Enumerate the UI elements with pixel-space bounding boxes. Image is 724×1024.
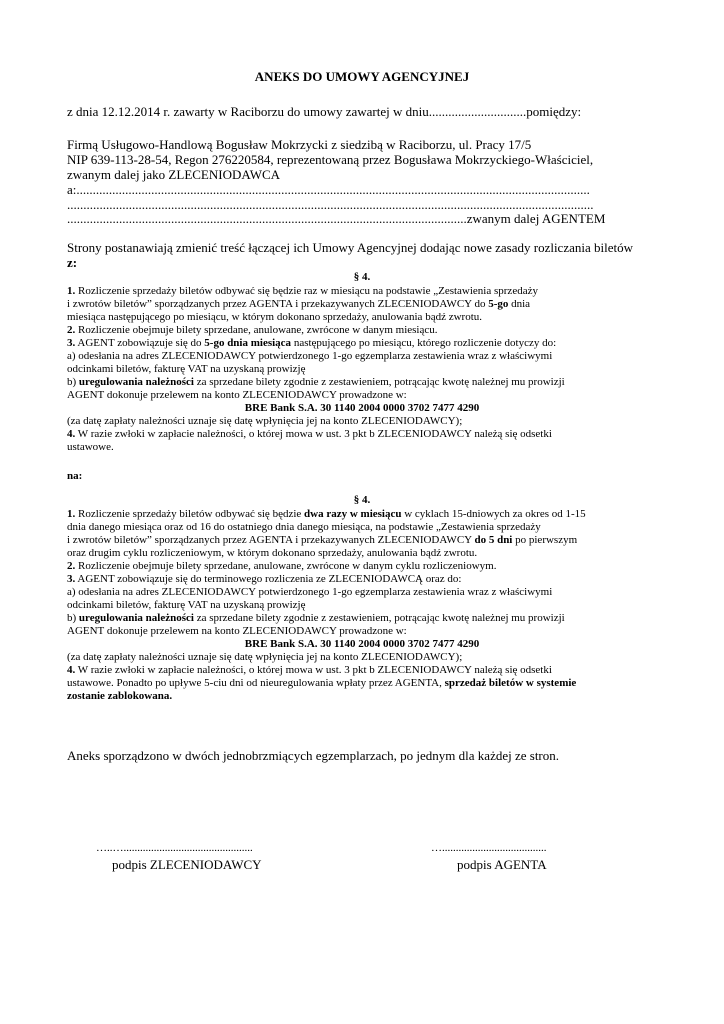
right-signature-label: podpis AGENTA [457,857,547,872]
new-section-heading: § 4. [353,494,371,506]
right-signature-dots: …...................................... [431,842,547,854]
new-p3-a-line-2: odcinkami biletów, fakturę VAT na uzyskaną prowizję [67,599,306,611]
new-p3-line-1: 3. AGENT zobowiązuje się do terminowego rozliczenia ze ZLECENIODAWCĄ oraz do: [67,573,462,585]
old-p4-line-2: ustawowe. [67,441,114,453]
preamble-line-2: z: [67,255,78,270]
agent-dotted-line-3: ...........................................................................................................................zwanym dalej AGENTEM [67,211,606,226]
agent-dotted-line-1: a:.............................................................................................................................................................. [67,182,590,197]
old-bank-account: BRE Bank S.A. 30 1140 2004 0000 3702 7477 4290 [244,402,480,414]
left-signature-label: podpis ZLECENIODAWCY [112,857,262,872]
new-bank-note: (za datę zapłaty należności uznaje się datę wpłynięcia jej na konto ZLECENIODAWCY); [67,651,463,663]
new-p3-a-line-1: a) odesłania na adres ZLECENIODAWCY potwierdzonego 1-go egzemplarza zestawienia wraz z właściwymi [67,586,553,598]
old-p1-line-2: i zwrotów biletów” sporządzanych przez AGENTA i przekazywanych ZLECENIODAWCY do 5-go dnia [67,298,531,310]
agent-dotted-line-2: .................................................................................................................................................................. [67,197,594,212]
new-p4-line-1: 4. W razie zwłoki w zapłacie należności, o której mowa w ust. 3 pkt b ZLECENIODAWCY należą się odsetki [67,664,552,676]
document-title: ANEKS DO UMOWY AGENCYJNEJ [254,69,470,84]
new-p1-line-2: dnia danego miesiąca oraz od 16 do ostatniego dnia danego miesiąca, na podstawie „Zestawienia sprzedaży [67,521,541,533]
new-p3-b-line-2: AGENT dokonuje przelewem na konto ZLECENIODAWCY prowadzone w: [67,625,407,637]
old-p3-a-line-2: odcinkami biletów, fakturę VAT na uzyskaną prowizję [67,363,306,375]
party-line-1: Firmą Usługowo-Handlową Bogusław Mokrzycki z siedzibą w Raciborzu, ul. Pracy 17/5 [67,137,532,152]
new-p4-line-2: ustawowe. Ponadto po upływe 5-ciu dni od nieuregulowania wpłaty przez AGENTA, sprzedaż biletów w systemie [67,677,577,689]
old-bank-note: (za datę zapłaty należności uznaje się datę wpłynięcia jej na konto ZLECENIODAWCY); [67,415,463,427]
new-p3-b-line-1: b) uregulowania należności za sprzedane bilety zgodnie z zestawieniem, potrącając kwotę należnej mu prowizji [67,612,565,624]
old-p1-line-1: 1. Rozliczenie sprzedaży biletów odbywać się będzie raz w miesiącu na podstawie „Zestawienia sprzedaży [67,285,538,297]
party-line-2: NIP 639-113-28-54, Regon 276220584, reprezentowaną przez Bogusława Mokrzyckiego-Właściciel, [67,152,594,167]
old-p3-line-1: 3. AGENT zobowiązuje się do 5-go dnia miesiąca następującego po miesiącu, którego rozliczenie dotyczy do: [67,337,557,349]
new-p1-line-4: oraz drugim cyklu rozliczeniowym, w którym dokonano sprzedaży, anulowania bądź zwrotu. [67,547,478,559]
party-line-3: zwanym dalej jako ZLECENIODAWCA [67,167,281,182]
old-p4-line-1: 4. W razie zwłoki w zapłacie należności, o której mowa w ust. 3 pkt b ZLECENIODAWCY należą się odsetki [67,428,552,440]
old-p2-line: 2. Rozliczenie obejmuje bilety sprzedane, anulowane, zwrócone w danym miesiącu. [67,324,438,336]
left-signature-dots: …..…............................................... [96,842,253,854]
old-p1-line-3: miesiąca następującego po miesiącu, w którym dokonano sprzedaży, anulowania bądź zwrotu. [67,311,483,323]
closing-statement: Aneks sporządzono w dwóch jednobrzmiących egzemplarzach, po jednym dla każdej ze stron. [67,748,560,763]
new-p1-line-3: i zwrotów biletów” sporządzanych przez AGENTA i przekazywanych ZLECENIODAWCY do 5 dni po pierwszym [67,534,578,546]
intro-line: z dnia 12.12.2014 r. zawarty w Raciborzu do umowy zawartej w dniu..............................pomiędzy: [67,104,582,119]
na-label: na: [67,470,83,482]
preamble-line-1: Strony postanawiają zmienić treść łączącej ich Umowy Agencyjnej dodając nowe zasady rozliczania biletów [67,240,633,255]
old-p3-b-line-1: b) uregulowania należności za sprzedane bilety zgodnie z zestawieniem, potrącając kwotę należnej mu prowizji [67,376,565,388]
new-p2-line: 2. Rozliczenie obejmuje bilety sprzedane, anulowane, zwrócone w danym cyklu rozliczeniowym. [67,560,497,572]
new-p1-line-1: 1. Rozliczenie sprzedaży biletów odbywać się będzie dwa razy w miesiącu w cyklach 15-dniowych za okres od 1-15 [67,508,586,520]
new-bank-account: BRE Bank S.A. 30 1140 2004 0000 3702 7477 4290 [244,638,480,650]
new-p4-line-3: zostanie zablokowana. [67,690,173,702]
old-p3-b-line-2: AGENT dokonuje przelewem na konto ZLECENIODAWCY prowadzone w: [67,389,407,401]
old-p3-a-line-1: a) odesłania na adres ZLECENIODAWCY potwierdzonego 1-go egzemplarza zestawienia wraz z właściwymi [67,350,553,362]
old-section-heading: § 4. [353,271,371,283]
